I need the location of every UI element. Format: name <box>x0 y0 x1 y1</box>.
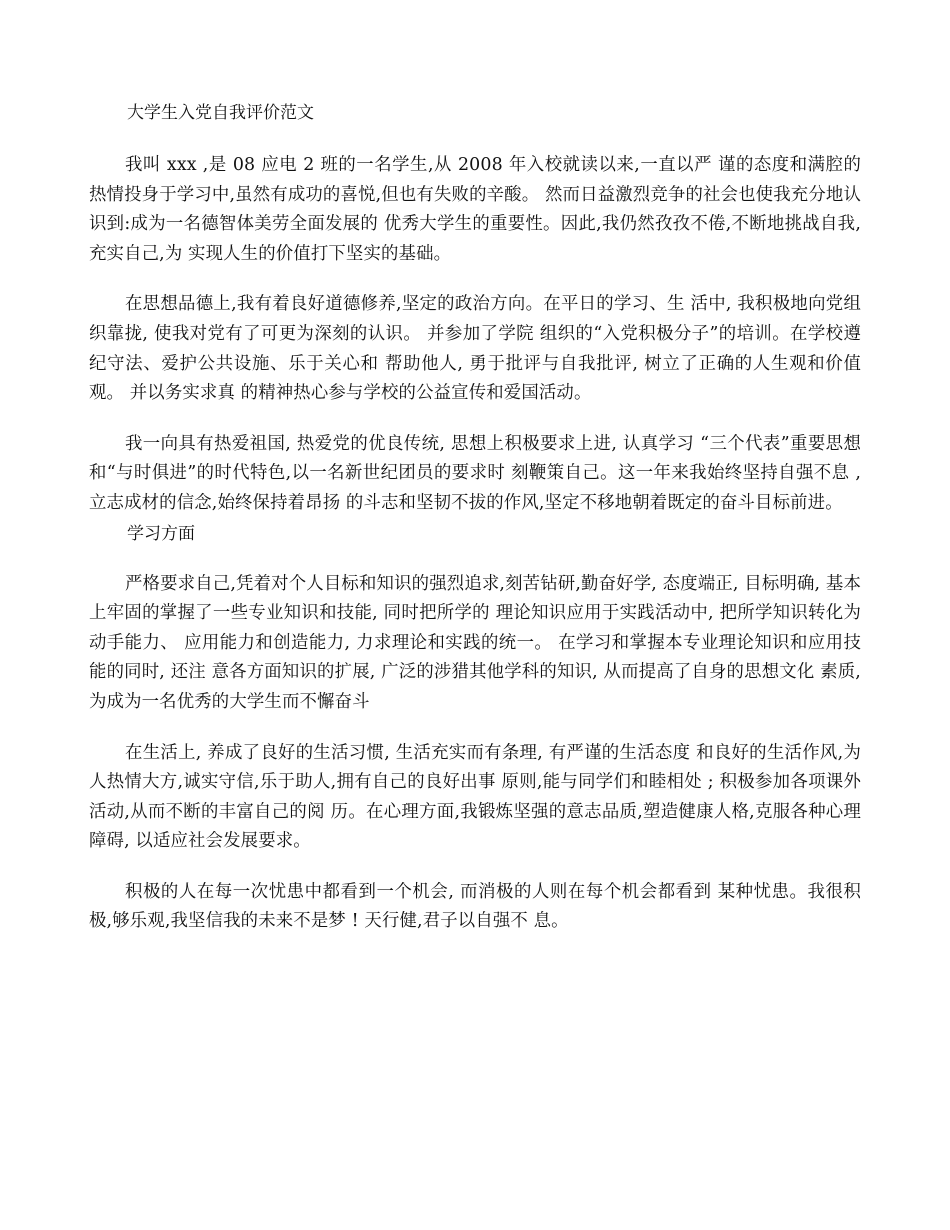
paragraph-study: 严格要求自己,凭着对个人目标和知识的强烈追求,刻苦钻研,勤奋好学, 态度端正, 目标明确, 基本上牢固的掌握了一些专业知识和技能, 同时把所学的 理论知识应用于实践活动中, 把所学知识转化为动手能力、 应用能力和创造能力, 力求理论和实践的统一。 在学习和掌握本专业理论知识和应用技能的同时, 还注 意各方面知识的扩展, 广泛的涉猎其他学科的知识, 从而提高了自身的思想文化 素质,为成为一名优秀的大学生而不懈奋斗 <box>89 573 861 712</box>
paragraph-life: 在生活上, 养成了良好的生活习惯, 生活充实而有条理, 有严谨的生活态度 和良好的生活作风,为人热情大方,诚实守信,乐于助人,拥有自己的良好出事 原则,能与同学们和睦相处 ; 积极参加各项课外活动,从而不断的丰富自己的阅 历。在心理方面,我锻炼坚强的意志品质,塑造健康人格,克服各种心理障碍, 以适应社会发展要求。 <box>89 742 861 852</box>
paragraph-ideology: 在思想品德上,我有着良好道德修养,坚定的政治方向。在平日的学习、生 活中, 我积极地向党组织靠拢, 使我对党有了可更为深刻的认识。 并参加了学院 组织的“入党积极分子”的培训。在学校遵纪守法、爱护公共设施、乐于关心和 帮助他人, 勇于批评与自我批评, 树立了正确的人生观和价值观。 并以务实求真 的精神热心参与学校的公益宣传和爱国活动。 <box>89 294 861 404</box>
document-body <box>89 98 861 937</box>
paragraph-conclusion: 积极的人在每一次忧患中都看到一个机会, 而消极的人则在每个机会都看到 某种忧患。我很积极,够乐观,我坚信我的未来不是梦 ! 天行健,君子以自强不 息。 <box>89 881 861 932</box>
paragraph-patriotism: 我一向具有热爱祖国, 热爱党的优良传统, 思想上积极要求上进, 认真学习 “三个代表”重要思想和“与时俱进”的时代特色,以一名新世纪团员的要求时 刻鞭策自己。这一年来我始终坚持自强不息 , 立志成材的信念,始终保持着昂扬 的斗志和坚韧不拔的作风,坚定不移地朝着既定的奋斗目标前进。 <box>89 433 861 513</box>
document-title: 大学生入党自我评价范文 <box>127 103 314 123</box>
paragraph-introduction: 我叫 xxx ,是 08 应电 2 班的一名学生,从 2008 年入校就读以来,一直以严 谨的态度和满腔的热情投身于学习中,虽然有成功的喜悦,但也有失败的辛酸。 然而日益激烈竞争的社会也使我充分地认识到:成为一名德智体美劳全面发展的 优秀大学生的重要性。因此,我仍然孜孜不倦,不断地挑战自我,充实自己,为 实现人生的价值打下坚实的基础。 <box>89 155 861 264</box>
section-heading-study: 学习方面 <box>127 523 195 544</box>
